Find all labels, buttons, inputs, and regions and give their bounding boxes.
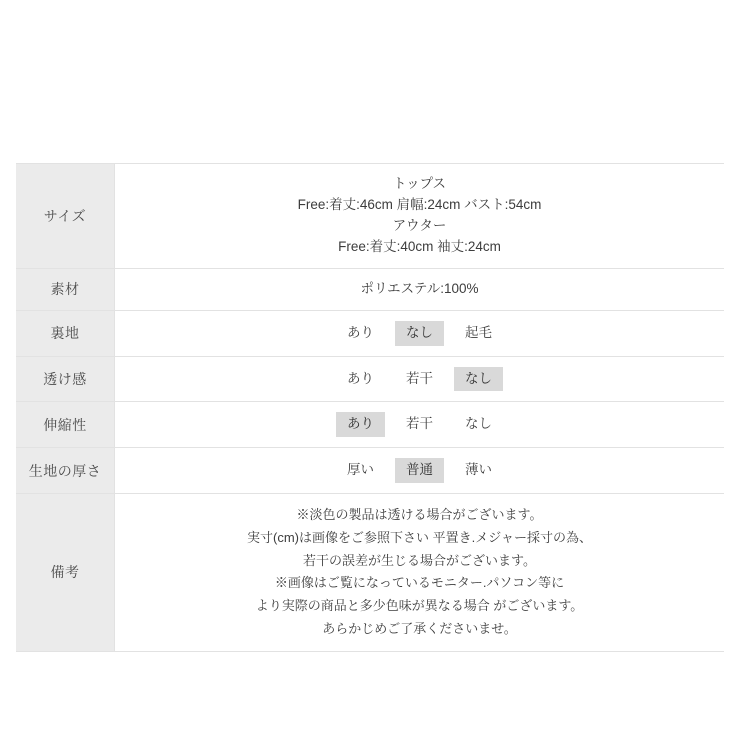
table-row (16, 310, 724, 356)
size-line: Free:着丈:46cm 肩幅:24cm バスト:54cm (297, 196, 542, 212)
option: 厚い (347, 462, 374, 478)
option: あり (347, 324, 374, 340)
option: 起毛 (465, 324, 492, 340)
row-value (115, 310, 725, 356)
option: 若干 (406, 370, 433, 386)
option: なし (465, 416, 492, 432)
table-row (16, 494, 724, 652)
row-label: 素材 (16, 268, 115, 310)
option: 若干 (406, 416, 433, 432)
row-value: ポリエステル:100% (115, 268, 725, 310)
spec-table (16, 163, 724, 652)
row-label: 伸縮性 (16, 402, 115, 448)
option-selected: なし (454, 367, 503, 392)
note-line: 若干の誤差が生じる場合がございます。 (303, 552, 536, 568)
option-selected: なし (395, 321, 444, 346)
note-line: 実寸(cm)は画像をご参照下さい 平置き.メジャー採寸の為、 (247, 529, 592, 545)
row-value (115, 164, 725, 269)
option-group (123, 367, 716, 392)
table-row (16, 268, 724, 310)
table-row (16, 402, 724, 448)
table-row (16, 356, 724, 402)
row-value (115, 402, 725, 448)
row-value (115, 494, 725, 652)
spec-table-body (16, 164, 724, 652)
row-label: 裏地 (16, 310, 115, 356)
note-line: ※画像はご覧になっているモニター.パソコン等に (274, 575, 565, 591)
table-row (16, 448, 724, 494)
size-line: Free:着丈:40cm 袖丈:24cm (338, 238, 501, 254)
row-label: 透け感 (16, 356, 115, 402)
option: 薄い (465, 462, 492, 478)
option-group (123, 321, 716, 346)
row-label: サイズ (16, 164, 115, 269)
size-line: アウター (392, 217, 447, 233)
note-line: あらかじめご了承くださいませ。 (322, 620, 517, 636)
note-line: ※淡色の製品は透ける場合がございます。 (296, 507, 543, 523)
option-group (123, 412, 716, 437)
row-label: 備考 (16, 494, 115, 652)
table-row (16, 164, 724, 269)
note-line: より実際の商品と多少色味が異なる場合 がございます。 (255, 598, 584, 614)
option-selected: あり (336, 412, 385, 437)
option: あり (347, 370, 374, 386)
row-value (115, 356, 725, 402)
option-selected: 普通 (395, 458, 444, 483)
option-group (123, 458, 716, 483)
row-label: 生地の厚さ (16, 448, 115, 494)
size-line: トップス (392, 176, 447, 191)
row-value (115, 448, 725, 494)
